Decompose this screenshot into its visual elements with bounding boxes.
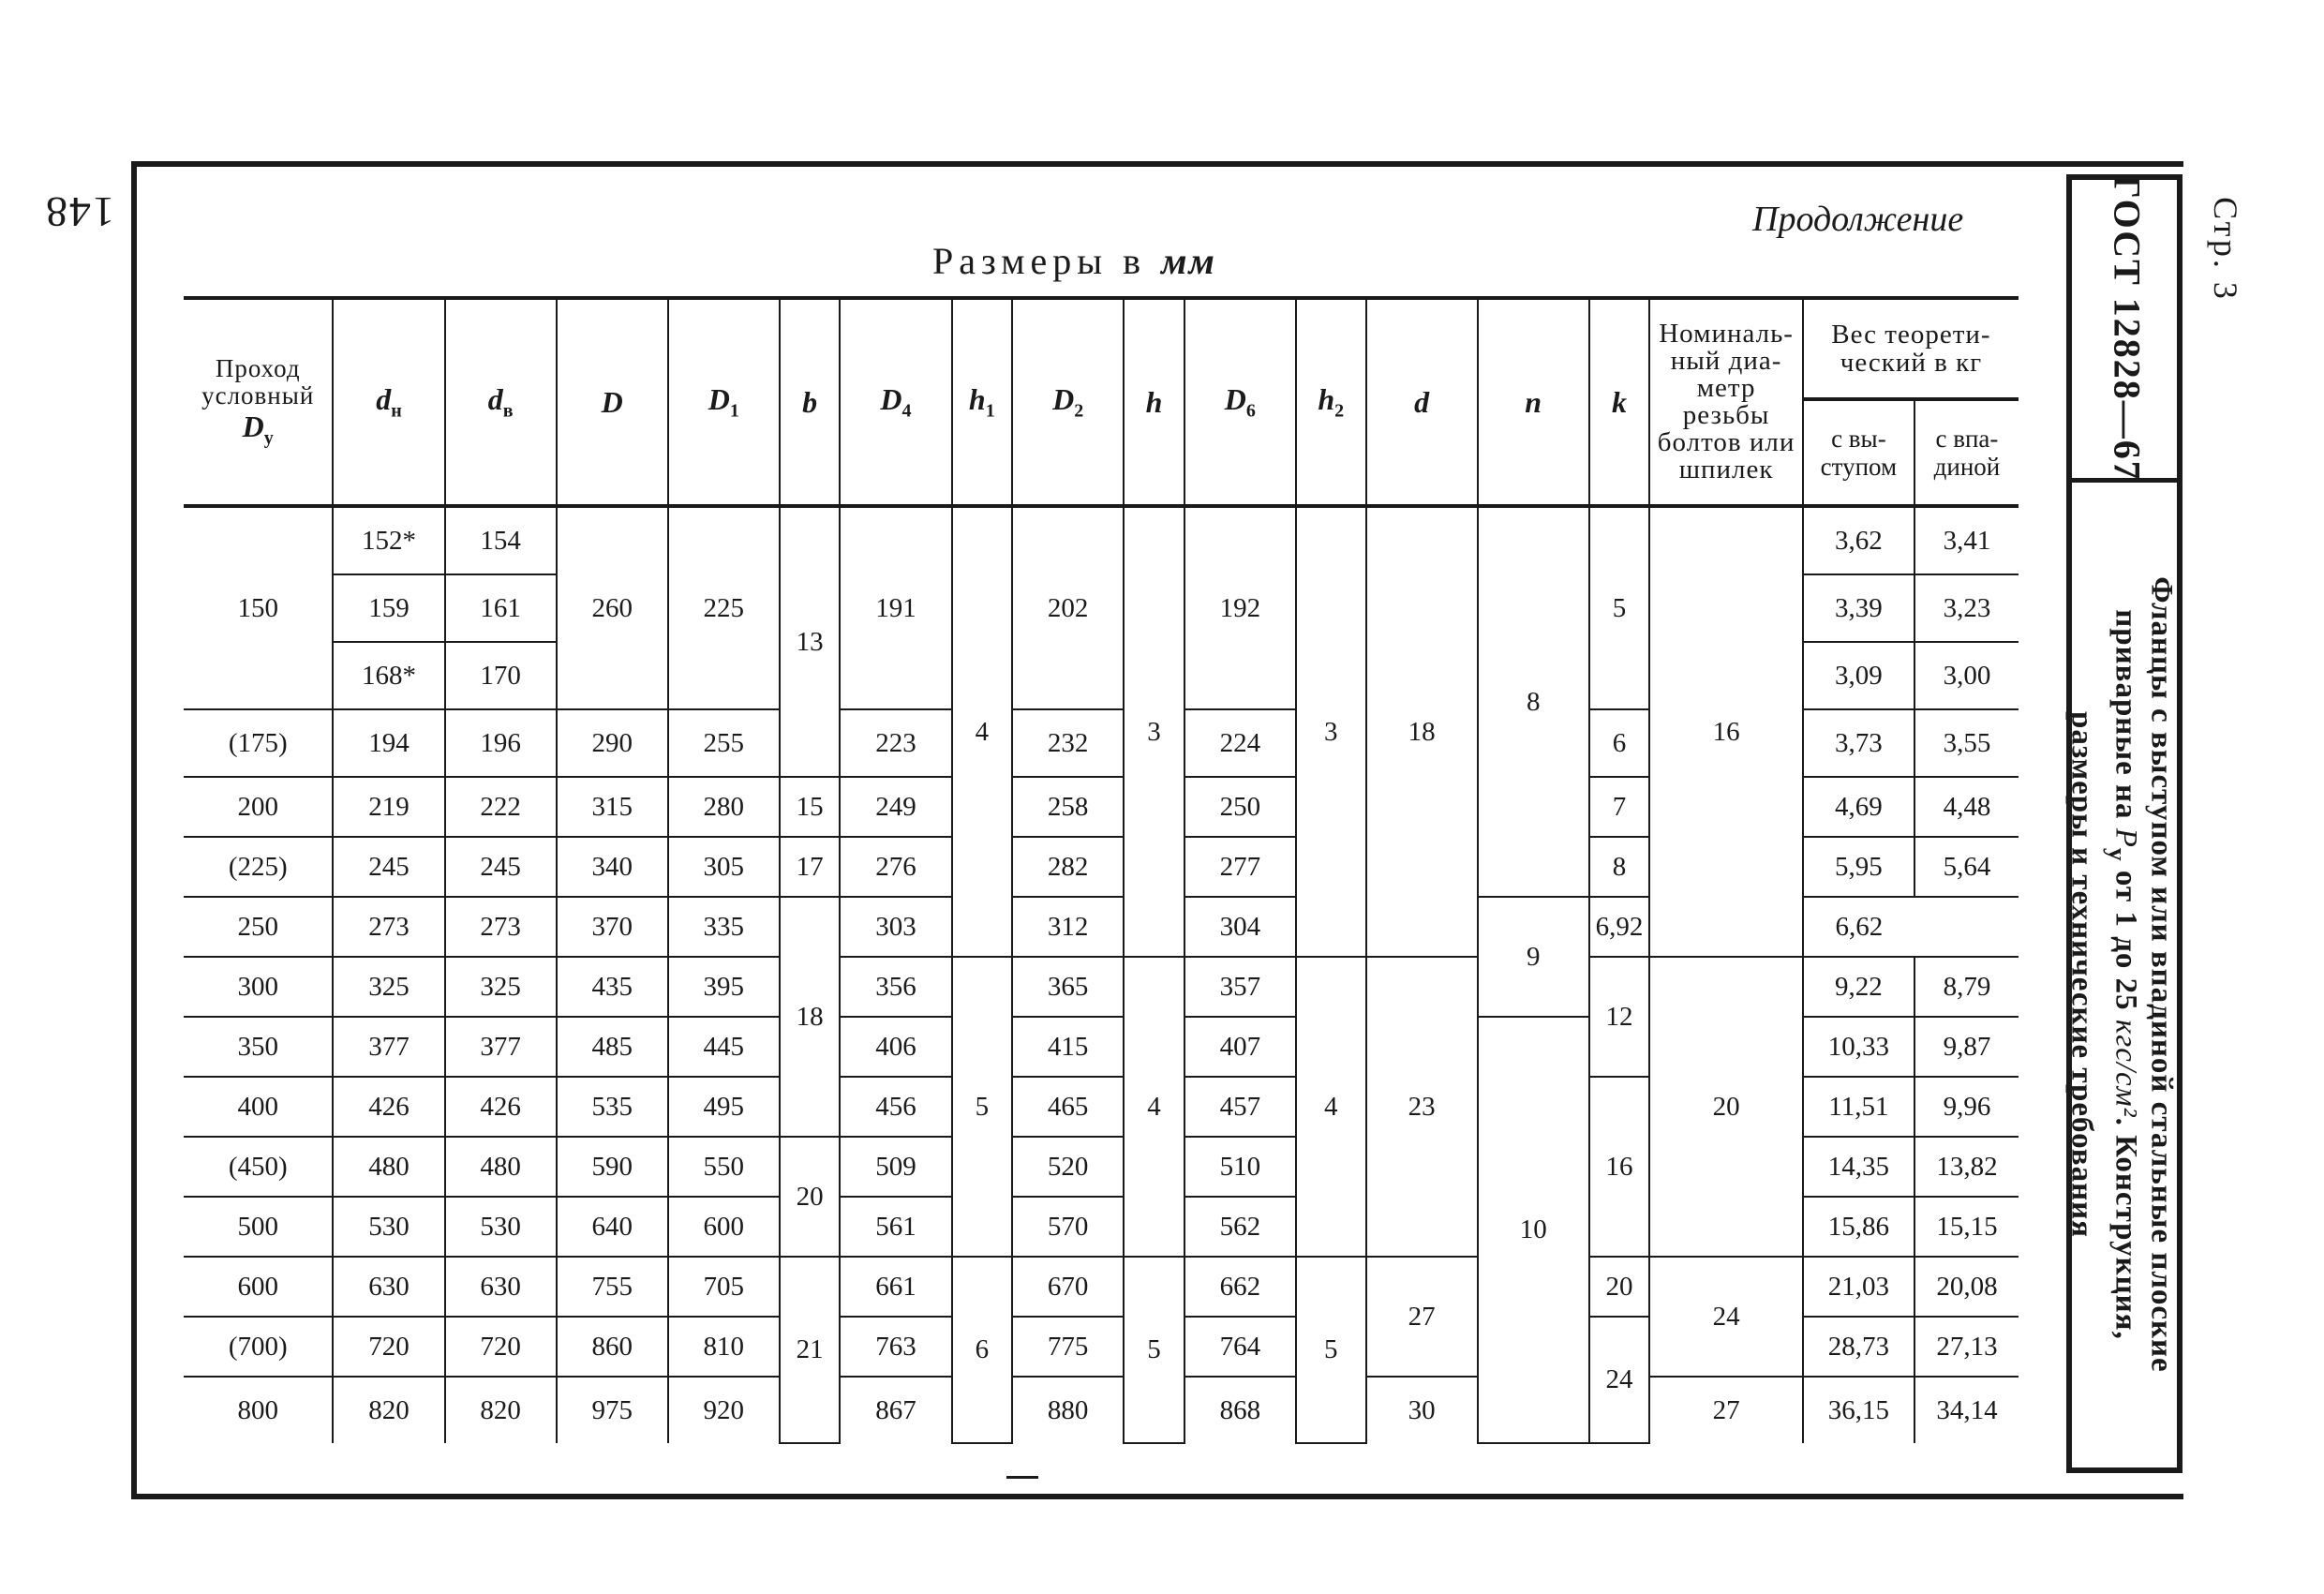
cell-weight-recess: 4,48 — [1914, 777, 2019, 837]
header-D4 — [840, 298, 951, 506]
cell-h: 5 — [1124, 1257, 1184, 1443]
cell-D: 535 — [557, 1077, 668, 1137]
cell-D4: 509 — [840, 1137, 951, 1197]
header-h1-letter: h — [968, 381, 986, 416]
cell-dn: 325 — [333, 957, 444, 1017]
cell-dv: 273 — [445, 897, 557, 957]
cell-weight-recess: 8,79 — [1914, 957, 2019, 1017]
header-b — [780, 298, 841, 506]
cell-b: 21 — [780, 1257, 841, 1443]
cell-k: 10 — [1478, 1017, 1589, 1443]
cell-dv: 820 — [445, 1377, 557, 1443]
cell-D6: 407 — [1184, 1017, 1296, 1077]
document-title-text — [2064, 497, 2180, 1452]
header-weight-recess: с впа-диной — [1914, 399, 2019, 506]
cell-dy: 250 — [184, 897, 333, 957]
continuation-label: Продолжение — [1752, 200, 1964, 239]
header-D6-letter: D — [1224, 381, 1246, 416]
header-h2-sub: 2 — [1334, 400, 1345, 422]
cell-b: 20 — [780, 1137, 841, 1257]
cell-thread: 20 — [1649, 957, 1803, 1257]
header-k-letter: k — [1612, 384, 1628, 419]
cell-D1: 395 — [668, 957, 780, 1017]
cell-D1: 445 — [668, 1017, 780, 1077]
cell-D6: 510 — [1184, 1137, 1296, 1197]
cell-D1: 550 — [668, 1137, 780, 1197]
header-D6 — [1184, 298, 1296, 506]
header-dv — [445, 298, 557, 506]
header-dy-line1: Проход — [215, 353, 301, 382]
cell-dy: 800 — [184, 1377, 333, 1443]
cell-dn: 152* — [333, 506, 444, 574]
cell-dn: 245 — [333, 837, 444, 897]
header-n — [1478, 298, 1589, 506]
cell-dn: 377 — [333, 1017, 444, 1077]
cell-b: 18 — [780, 897, 841, 1137]
cell-D1: 255 — [668, 709, 780, 777]
cell-D6: 250 — [1184, 777, 1296, 837]
cell-dn: 194 — [333, 709, 444, 777]
cell-thread: 24 — [1649, 1257, 1803, 1377]
cell-weight-recess: 5,64 — [1914, 837, 2019, 897]
header-h-letter: h — [1145, 384, 1163, 419]
cell-D2: 258 — [1012, 777, 1124, 837]
cell-b: 15 — [780, 777, 841, 837]
cell-D4: 276 — [840, 837, 951, 897]
cell-h: 4 — [1124, 957, 1184, 1257]
cell-thread: 27 — [1649, 1377, 1803, 1443]
cell-D6: 764 — [1184, 1317, 1296, 1377]
cell-D2: 465 — [1012, 1077, 1124, 1137]
header-D2-sub: 2 — [1074, 400, 1084, 422]
cell-D2: 670 — [1012, 1257, 1124, 1317]
cell-D6: 357 — [1184, 957, 1296, 1017]
header-D — [557, 298, 668, 506]
cell-k: 6 — [1589, 709, 1650, 777]
header-dv-sub: в — [502, 400, 514, 422]
cell-dn: 159 — [333, 574, 444, 642]
cell-D1: 495 — [668, 1077, 780, 1137]
cell-weight-recess: 20,08 — [1914, 1257, 2019, 1317]
cell-D1: 600 — [668, 1197, 780, 1257]
title-pressure-unit: кгс/см² — [2108, 1019, 2143, 1118]
header-D2 — [1012, 298, 1124, 506]
header-weight: Вес теорети-ческий в кг — [1803, 298, 2019, 399]
header-D4-letter: D — [880, 381, 902, 416]
cell-D: 590 — [557, 1137, 668, 1197]
cell-D: 860 — [557, 1317, 668, 1377]
cell-weight-recess: 6,62 — [1803, 897, 1914, 957]
cell-D4: 303 — [840, 897, 951, 957]
cell-b: 13 — [780, 506, 841, 777]
cell-D2: 312 — [1012, 897, 1124, 957]
cell-k: 5 — [1589, 506, 1650, 709]
cell-h2: 4 — [1296, 957, 1366, 1257]
cell-D6: 277 — [1184, 837, 1296, 897]
cell-D6: 192 — [1184, 506, 1296, 709]
cell-k: 9 — [1478, 897, 1589, 1017]
page-number: 148 — [44, 188, 114, 236]
cell-weight-protrusion: 3,62 — [1803, 506, 1914, 574]
cell-D4: 763 — [840, 1317, 951, 1377]
cell-thread: 16 — [1649, 506, 1803, 957]
cell-d: 23 — [1366, 957, 1478, 1257]
cell-dv: 630 — [445, 1257, 557, 1317]
cell-weight-protrusion: 28,73 — [1803, 1317, 1914, 1377]
cell-h: 3 — [1124, 506, 1184, 957]
cell-D1: 920 — [668, 1377, 780, 1443]
cell-D: 315 — [557, 777, 668, 837]
cell-dn: 426 — [333, 1077, 444, 1137]
cell-weight-protrusion: 4,69 — [1803, 777, 1914, 837]
header-dn-sub: н — [391, 400, 402, 422]
title-line-1: Фланцы с выступом или впадиной стальные плоские — [2144, 576, 2179, 1373]
cell-weight-recess: 9,96 — [1914, 1077, 2019, 1137]
title-pressure-symbol: P — [2108, 827, 2143, 848]
cell-D6: 562 — [1184, 1197, 1296, 1257]
cell-n: 8 — [1478, 506, 1589, 897]
cell-dv: 530 — [445, 1197, 557, 1257]
cell-D4: 867 — [840, 1377, 951, 1443]
cell-d: 27 — [1366, 1257, 1478, 1377]
cell-dv: 377 — [445, 1017, 557, 1077]
cell-dv: 196 — [445, 709, 557, 777]
cell-weight-protrusion: 11,51 — [1803, 1077, 1914, 1137]
cell-dn: 168* — [333, 642, 444, 709]
cell-dy: 200 — [184, 777, 333, 837]
cell-D1: 705 — [668, 1257, 780, 1317]
header-k — [1589, 298, 1650, 506]
cell-d: 18 — [1366, 506, 1478, 957]
cell-dn: 219 — [333, 777, 444, 837]
frame-line — [2066, 1467, 2182, 1473]
cell-D2: 282 — [1012, 837, 1124, 897]
cell-D1: 225 — [668, 506, 780, 709]
header-d-letter: d — [1414, 384, 1430, 419]
cell-weight-protrusion: 3,39 — [1803, 574, 1914, 642]
header-n-letter: n — [1525, 384, 1542, 419]
header-h1 — [952, 298, 1013, 506]
cell-dy: 600 — [184, 1257, 333, 1317]
cell-D1: 810 — [668, 1317, 780, 1377]
cell-D6: 868 — [1184, 1377, 1296, 1443]
cell-D4: 249 — [840, 777, 951, 837]
cell-weight-protrusion: 15,86 — [1803, 1197, 1914, 1257]
cell-weight-protrusion: 36,15 — [1803, 1377, 1914, 1443]
flange-dimensions-table — [184, 296, 2019, 1444]
cell-D4: 456 — [840, 1077, 951, 1137]
cell-k: 7 — [1589, 777, 1650, 837]
standard-number-text: ГОСТ 12828—67 — [2106, 174, 2149, 482]
cell-D6: 662 — [1184, 1257, 1296, 1317]
cell-dy: 150 — [184, 506, 333, 709]
cell-dn: 273 — [333, 897, 444, 957]
cell-D4: 356 — [840, 957, 951, 1017]
cell-dv: 161 — [445, 574, 557, 642]
header-d — [1366, 298, 1478, 506]
cell-D4: 191 — [840, 506, 951, 709]
cell-D4: 406 — [840, 1017, 951, 1077]
cell-D: 485 — [557, 1017, 668, 1077]
cell-weight-protrusion: 9,22 — [1803, 957, 1914, 1017]
cell-dy: (225) — [184, 837, 333, 897]
title-line-2 — [2100, 497, 2144, 1452]
page-reference — [2188, 184, 2263, 315]
header-dn — [333, 298, 444, 506]
header-nominal-passage — [184, 298, 333, 506]
cell-weight-recess: 34,14 — [1914, 1377, 2019, 1443]
cell-weight-protrusion: 6,92 — [1589, 897, 1650, 957]
header-h — [1124, 298, 1184, 506]
header-thread: Номиналь-ный диа-метр резьбы болтов или шпилек — [1649, 298, 1803, 506]
cell-dy: (450) — [184, 1137, 333, 1197]
table-row — [184, 1257, 2019, 1317]
cell-dv: 325 — [445, 957, 557, 1017]
header-weight-protrusion: с вы-ступом — [1803, 399, 1914, 506]
bottom-mark — [1006, 1476, 1038, 1479]
header-dy-symbol — [184, 410, 332, 449]
cell-D: 340 — [557, 837, 668, 897]
cell-D: 260 — [557, 506, 668, 709]
cell-D: 975 — [557, 1377, 668, 1443]
cell-dn: 630 — [333, 1257, 444, 1317]
cell-dn: 720 — [333, 1317, 444, 1377]
cell-D2: 202 — [1012, 506, 1124, 709]
header-D1-letter: D — [708, 381, 730, 416]
header-D2-letter: D — [1052, 381, 1075, 416]
cell-dy: (175) — [184, 709, 333, 777]
cell-weight-recess: 9,87 — [1914, 1017, 2019, 1077]
header-D1 — [668, 298, 780, 506]
cell-D1: 335 — [668, 897, 780, 957]
cell-dy: (700) — [184, 1317, 333, 1377]
cell-weight-recess: 3,23 — [1914, 574, 2019, 642]
cell-h2: 3 — [1296, 506, 1366, 957]
cell-D2: 415 — [1012, 1017, 1124, 1077]
sizes-caption-unit: мм — [1161, 240, 1216, 282]
cell-n: 12 — [1589, 957, 1650, 1077]
cell-h1: 4 — [952, 506, 1013, 957]
title-line-3: размеры и технические требования — [2064, 711, 2099, 1238]
cell-weight-recess: 3,55 — [1914, 709, 2019, 777]
cell-b: 17 — [780, 837, 841, 897]
cell-D4: 223 — [840, 709, 951, 777]
cell-weight-recess: 27,13 — [1914, 1317, 2019, 1377]
title-line-2-start: приварные на — [2108, 609, 2143, 820]
cell-dv: 170 — [445, 642, 557, 709]
cell-h2: 5 — [1296, 1257, 1366, 1443]
title-line-2-range: от 1 до 25 — [2108, 870, 2143, 1011]
page-reference-text: Стр. 3 — [2207, 197, 2244, 302]
cell-k: 8 — [1589, 837, 1650, 897]
cell-weight-protrusion: 14,35 — [1803, 1137, 1914, 1197]
header-dy-line2: условный — [201, 380, 315, 410]
cell-D: 435 — [557, 957, 668, 1017]
cell-D2: 570 — [1012, 1197, 1124, 1257]
cell-D4: 661 — [840, 1257, 951, 1317]
cell-dv: 480 — [445, 1137, 557, 1197]
cell-D2: 365 — [1012, 957, 1124, 1017]
cell-D: 755 — [557, 1257, 668, 1317]
cell-D: 370 — [557, 897, 668, 957]
cell-D2: 520 — [1012, 1137, 1124, 1197]
cell-n: 24 — [1589, 1317, 1650, 1443]
header-dy-sub: у — [263, 427, 274, 449]
cell-D1: 280 — [668, 777, 780, 837]
header-h1-sub: 1 — [985, 400, 995, 422]
cell-D1: 305 — [668, 837, 780, 897]
cell-D6: 304 — [1184, 897, 1296, 957]
header-b-letter: b — [802, 384, 818, 419]
cell-dy: 400 — [184, 1077, 333, 1137]
cell-D6: 457 — [1184, 1077, 1296, 1137]
document-title — [2066, 483, 2177, 1467]
cell-dv: 720 — [445, 1317, 557, 1377]
cell-dn: 530 — [333, 1197, 444, 1257]
cell-weight-protrusion: 10,33 — [1803, 1017, 1914, 1077]
table-row — [184, 1377, 2019, 1443]
flange-dimensions-table-wrap — [184, 296, 2019, 1444]
header-D4-sub: 4 — [901, 400, 912, 422]
cell-D2: 775 — [1012, 1317, 1124, 1377]
header-h2 — [1296, 298, 1366, 506]
header-dv-letter: d — [487, 381, 503, 416]
table-row — [184, 957, 2019, 1017]
cell-D4: 561 — [840, 1197, 951, 1257]
cell-weight-protrusion: 3,09 — [1803, 642, 1914, 709]
title-pressure-sub: у — [2103, 847, 2133, 862]
cell-dv: 222 — [445, 777, 557, 837]
sizes-caption-text: Размеры в — [932, 240, 1147, 282]
cell-d: 30 — [1366, 1377, 1478, 1443]
cell-weight-recess: 3,00 — [1914, 642, 2019, 709]
cell-h1: 5 — [952, 957, 1013, 1257]
cell-dv: 426 — [445, 1077, 557, 1137]
header-D6-sub: 6 — [1245, 400, 1256, 422]
cell-D2: 232 — [1012, 709, 1124, 777]
cell-weight-recess: 13,82 — [1914, 1137, 2019, 1197]
cell-D: 290 — [557, 709, 668, 777]
cell-dy: 300 — [184, 957, 333, 1017]
cell-dy: 500 — [184, 1197, 333, 1257]
cell-n: 20 — [1589, 1257, 1650, 1317]
header-h2-letter: h — [1318, 381, 1335, 416]
cell-D: 640 — [557, 1197, 668, 1257]
cell-D6: 224 — [1184, 709, 1296, 777]
title-line-2-end: . Конструкция, — [2108, 1117, 2143, 1340]
header-D1-sub: 1 — [729, 400, 739, 422]
header-D-letter: D — [601, 384, 623, 419]
standard-number — [2085, 174, 2169, 482]
cell-weight-protrusion: 5,95 — [1803, 837, 1914, 897]
cell-dn: 820 — [333, 1377, 444, 1443]
cell-weight-recess: 3,41 — [1914, 506, 2019, 574]
header-dy-letter: D — [242, 409, 264, 443]
cell-weight-protrusion: 21,03 — [1803, 1257, 1914, 1317]
cell-weight-recess: 15,15 — [1914, 1197, 2019, 1257]
table-row — [184, 506, 2019, 574]
header-dn-letter: d — [376, 381, 392, 416]
cell-dy: 350 — [184, 1017, 333, 1077]
cell-dv: 154 — [445, 506, 557, 574]
cell-n: 16 — [1589, 1077, 1650, 1257]
cell-weight-protrusion: 3,73 — [1803, 709, 1914, 777]
sizes-caption — [932, 239, 1216, 283]
cell-dv: 245 — [445, 837, 557, 897]
cell-D2: 880 — [1012, 1377, 1124, 1443]
cell-h1: 6 — [952, 1257, 1013, 1443]
cell-dn: 480 — [333, 1137, 444, 1197]
